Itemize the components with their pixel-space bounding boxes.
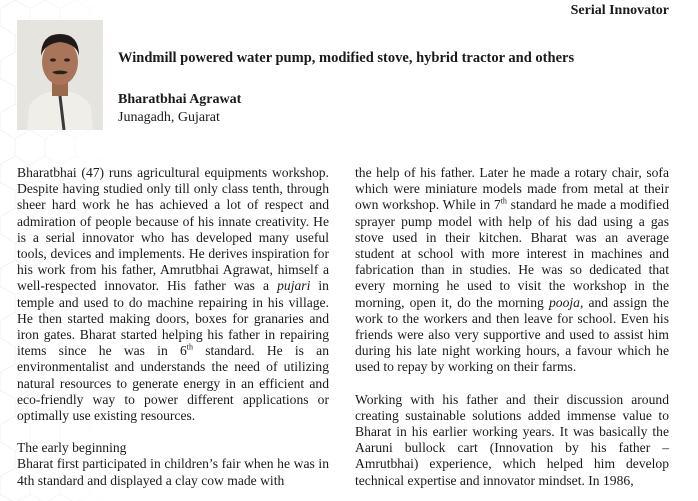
right-column [355, 165, 669, 489]
innovator-location: Junagadh, Gujarat [118, 110, 220, 125]
working-years-paragraph: Working with his father and their discussion around creating sustainable solutions added immense value to Bharat in his earlier working years. It was basically the Aaruni bullock cart (Innovation by his father – Amrutbhai) experience, which helped him develop technical expertise and innovator mindset. In 1986, [355, 391, 669, 488]
left-column [17, 165, 329, 489]
person-photo [17, 20, 103, 130]
early-beginning-paragraph: The early beginning Bharat first participated in children’s fair when he was in 4th standard and displayed a clay cow made with [17, 440, 329, 488]
childhood-paragraph: the help of his father. Later he made a rotary chair, sofa which were miniature models made from metal at their own workshop. While in 7th standard he made a modified sprayer pump model with help of his dad using a gas stove used in their kitchen. Bharat was an average student at school with more interest in machines and fabrication than in studies. He was so dedicated that every morning he used to visit the workshop in the morning, open it, do the morning pooja, and assign the work to the workers and then leave for school. Even his friends were also very supportive and used to assist him during his late night working hours, a favour which he used to repay by working on their farms. [355, 165, 669, 375]
person-photo-icon [17, 20, 103, 130]
section-heading: The early beginning [17, 440, 127, 456]
intro-paragraph: Bharatbhai (47) runs agricultural equipments workshop. Despite having studied only till only class tenth, through sheer hard work he has achieved a lot of respect and admiration of people because of his innate creativity. He is a serial innovator who has developed many useful tools, devices and implements. He derives inspiration for his work from his father, Amrutbhai Agrawat, himself a well-respected innovator. His father was a pujari in temple and used to do machine repairing in his village. He then started making doors, boxes for granaries and iron gates. Bharat started helping his father in repairing items since he was in 6th standard. He is an environmentalist and understands the need of utilizing natural resources to generate energy in an efficient and eco-friendly way to power different applications or optimally use existing resources. [17, 165, 329, 424]
category-label: Serial Innovator [570, 3, 669, 18]
innovator-name: Bharatbhai Agrawat [118, 92, 242, 107]
innovation-subtitle: Windmill powered water pump, modified stove, hybrid tractor and others [118, 50, 575, 66]
